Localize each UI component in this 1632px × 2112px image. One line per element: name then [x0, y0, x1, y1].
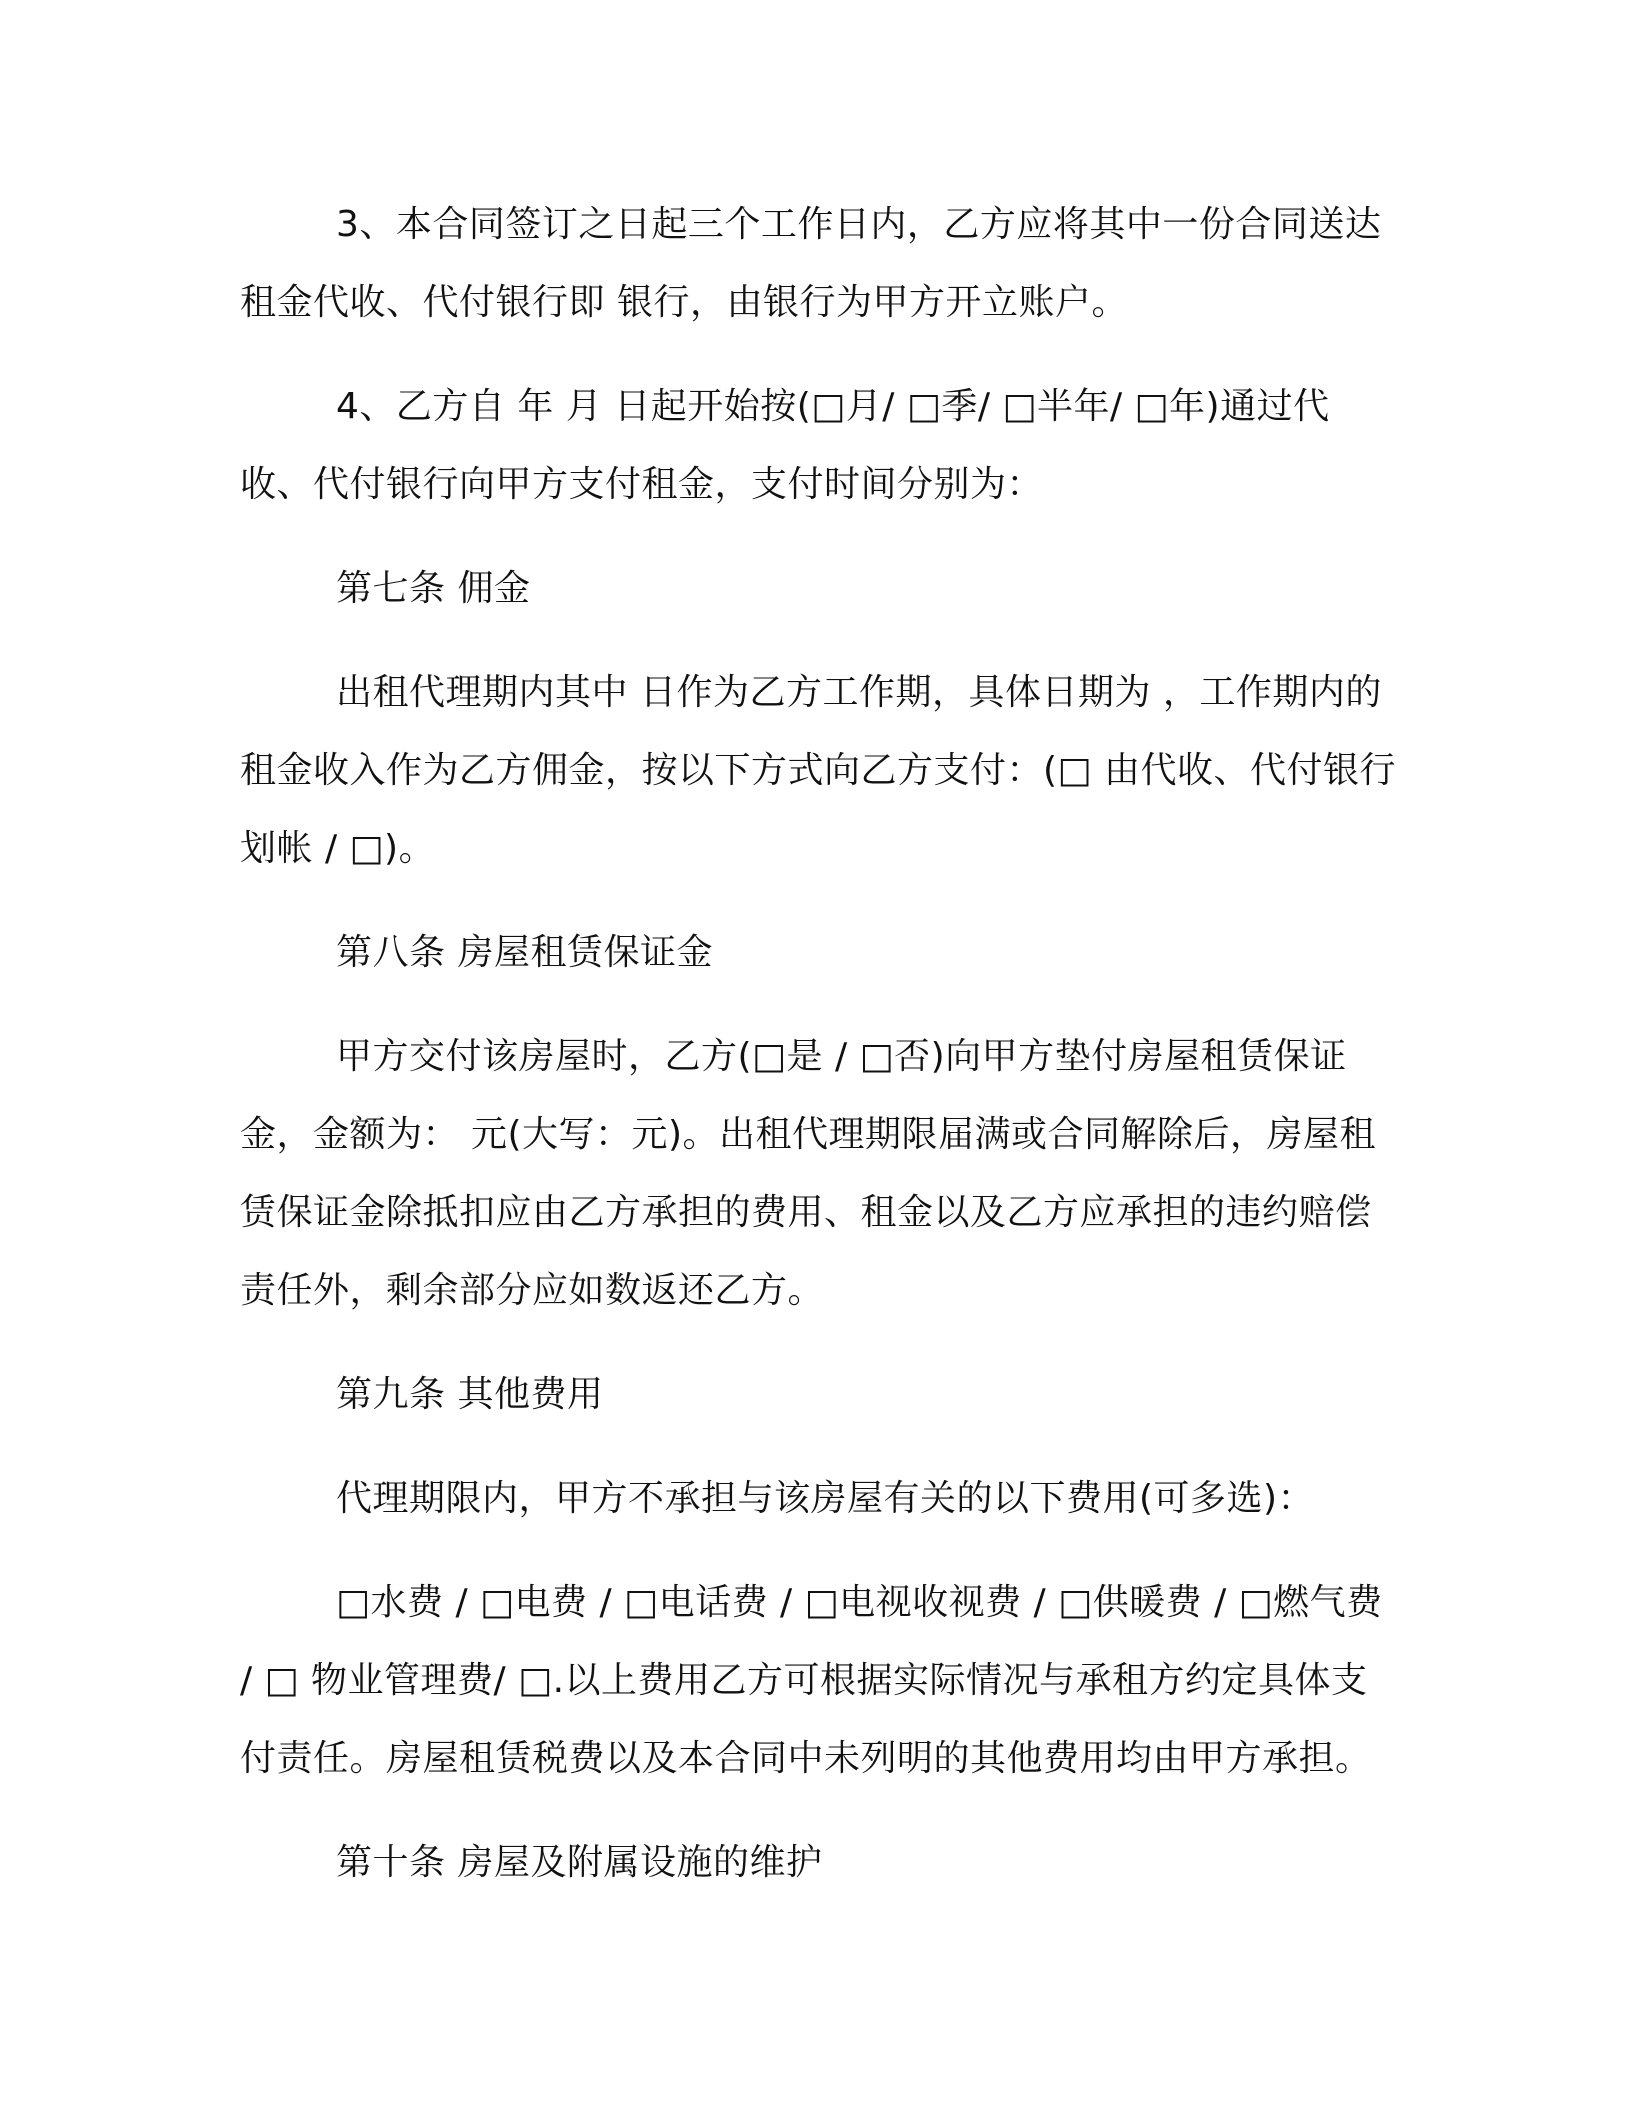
clause-paragraph: 甲方交付该房屋时，乙方(□是 / □否)向甲方垫付房屋租赁保证金，金额为： 元(大写：元)。出租代理期限届满或合同解除后，房屋租赁保证金除抵扣应由乙方承担的费用、租金以及乙方应承担的违约赔偿责任外，剩余部分应如数返还乙方。	[240, 1036, 1377, 1311]
article-heading: 第八条 房屋租赁保证金	[336, 932, 713, 973]
article-heading: 第九条 其他费用	[336, 1374, 604, 1415]
clause-paragraph: 4、乙方自 年 月 日起开始按(□月/ □季/ □半年/ □年)通过代收、代付银行向甲方支付租金，支付时间分别为：	[240, 386, 1330, 505]
clause-paragraph: 代理期限内，甲方不承担与该房屋有关的以下费用(可多选)：	[336, 1478, 1315, 1519]
clause-paragraph: □水费 / □电费 / □电话费 / □电视收视费 / □供暖费 / □燃气费 / □ 物业管理费/ □.以上费用乙方可根据实际情况与承租方约定具体支付责任。房屋租赁税费以及本合同中未列明的其他费用均由甲方承担。	[240, 1582, 1383, 1779]
clause-paragraph: 3、本合同签订之日起三个工作日内，乙方应将其中一份合同送达租金代收、代付银行即 银行，由银行为甲方开立账户。	[240, 204, 1382, 323]
document-body	[240, 186, 1400, 1928]
article-heading: 第七条 佣金	[336, 568, 531, 609]
article-heading: 第十条 房屋及附属设施的维护	[336, 1842, 823, 1883]
clause-paragraph: 出租代理期内其中 日作为乙方工作期，具体日期为 ，工作期内的租金收入作为乙方佣金，按以下方式向乙方支付：(□ 由代收、代付银行划帐 / □)。	[240, 672, 1397, 869]
